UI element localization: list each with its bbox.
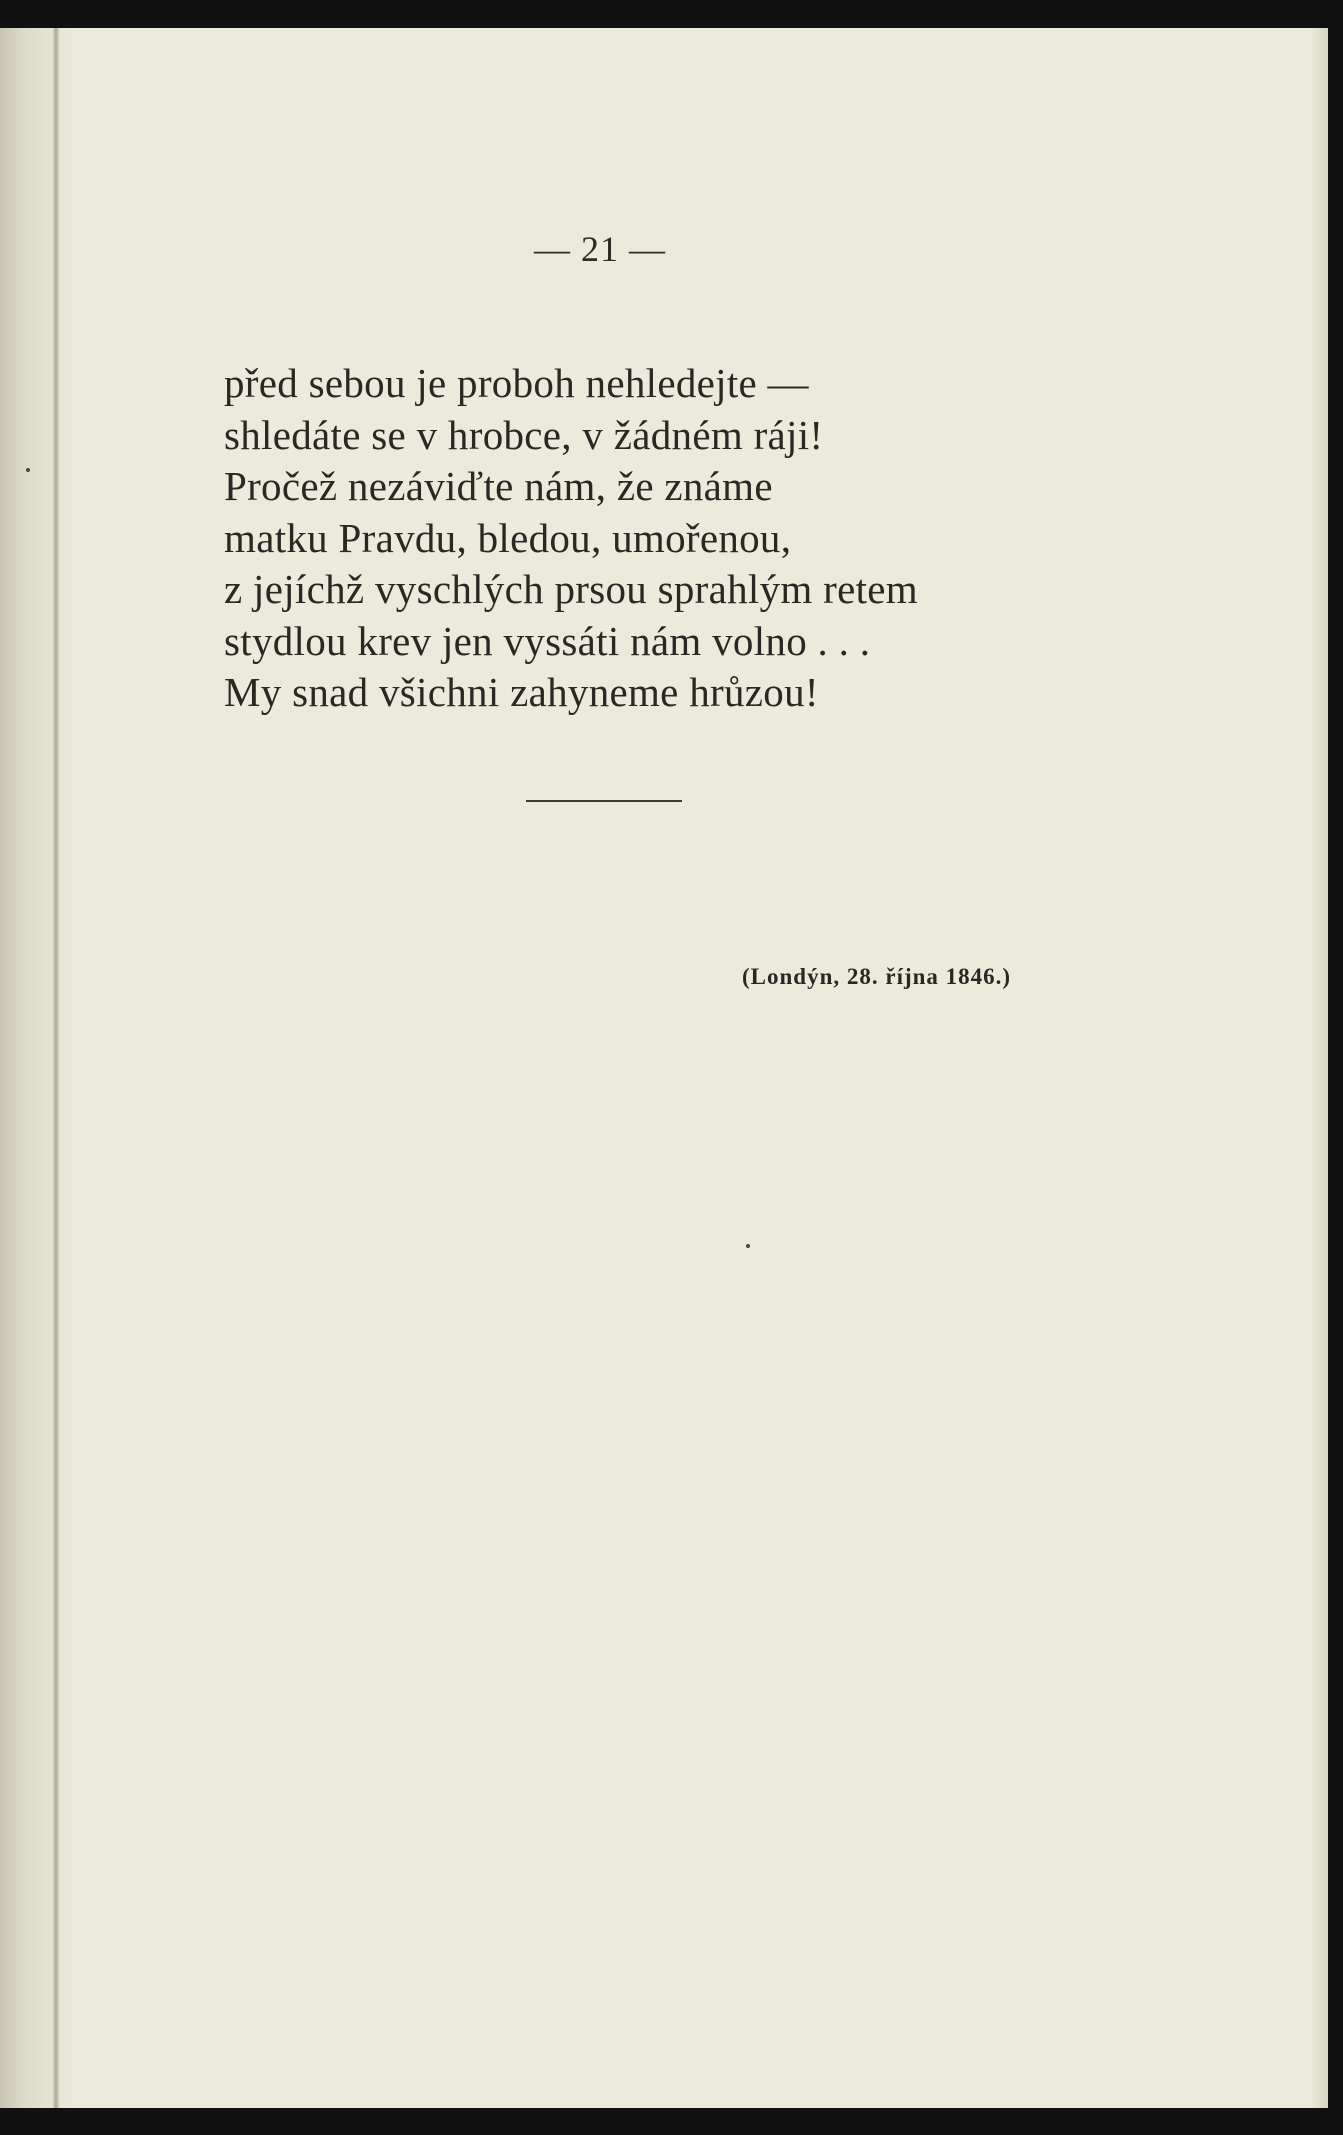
poem-line: před sebou je proboh nehledejte — bbox=[224, 360, 809, 406]
book-page bbox=[0, 28, 1328, 2108]
poem-stanza bbox=[224, 358, 918, 719]
paper-speck bbox=[26, 468, 30, 472]
poem-line: Pročež nezáviďte nám, že známe bbox=[224, 463, 773, 509]
poem-line: stydlou krev jen vyssáti nám volno . . . bbox=[224, 617, 871, 664]
paper-speck bbox=[746, 1244, 750, 1248]
page-edge-shadow bbox=[1310, 28, 1328, 2108]
poem-line: matku Pravdu, bledou, umořenou, bbox=[224, 514, 792, 561]
binding-crease bbox=[52, 28, 60, 2108]
section-divider bbox=[526, 800, 682, 802]
poem-line: z jejíchž vyschlých prsou sprahlým retem bbox=[224, 566, 918, 612]
poem-line: shledáte se v hrobce, v žádném ráji! bbox=[224, 411, 824, 458]
page-number: — 21 — bbox=[534, 229, 666, 269]
page-binding-edge bbox=[0, 28, 78, 2108]
place-date-signature: (Londýn, 28. října 1846.) bbox=[742, 964, 1012, 989]
poem-line: My snad všichni zahyneme hrůzou! bbox=[224, 669, 819, 715]
